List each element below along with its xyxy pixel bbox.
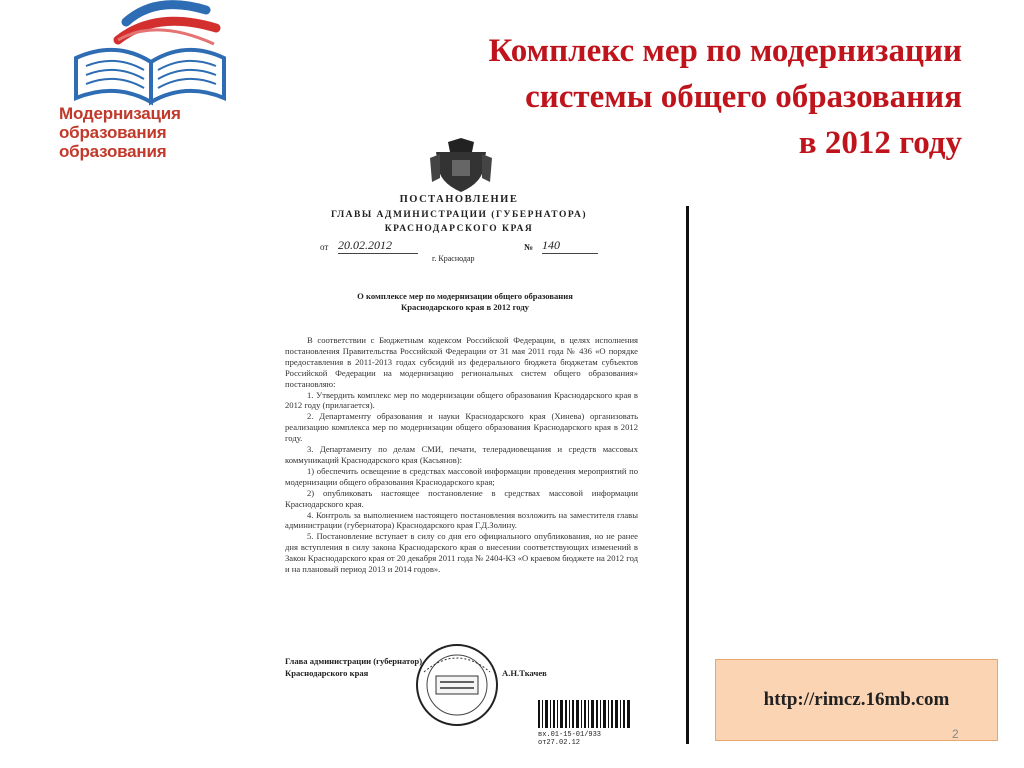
doc-paragraph: 2) опубликовать настоящее постановление в средствах массовой информации Краснодарского края. [285,487,638,509]
doc-heading-1: ПОСТАНОВЛЕНИЕ [399,194,519,205]
doc-subject-line-1: О комплексе мер по модернизации общего образования [357,291,573,301]
doc-number: 140 [542,238,598,254]
logo-line-3: образования [59,142,167,161]
barcode-text: вх.01-15-01/933 от27.02.12 [538,731,602,747]
page-number: 2 [952,727,959,741]
doc-paragraph: 2. Департаменту образования и науки Краснодарского края (Хинева) организовать реализацию комплекса мер по модернизации общего образования Краснодарского края в 2012 году. [285,411,638,444]
barcode-icon [538,700,634,728]
doc-date-prefix: от [320,242,329,252]
title-line-1: Комплекс мер по модернизации [488,33,962,69]
doc-heading-2: ГЛАВЫ АДМИНИСТРАЦИИ (ГУБЕРНАТОРА) [330,210,588,220]
doc-heading-3: КРАСНОДАРСКОГО КРАЯ [384,224,534,234]
doc-signature-line-1: Глава администрации (губернатор) [285,656,423,666]
logo-text [59,104,229,161]
url-link[interactable]: http://rimcz.16mb.com [763,689,950,710]
doc-paragraph: 3. Департаменту по делам СМИ, печати, телерадиовещания и средств массовых коммуникаций Краснодарского края (Касьянов): [285,444,638,465]
doc-number-prefix: № [524,242,534,252]
doc-paragraph: В соответствии с Бюджетным кодексом Российской Федерации, в целях исполнения постановления Правительства Российской Федерации от 31 мая 2011 года № 436 «О порядке предоставления в 2011-2013 годах субсидий из федерального бюджета бюджетам субъектов Российской Федерации на модернизацию региональных систем общего образования» постановляю: [285,335,638,389]
title-line-3: в 2012 году [798,125,962,161]
title-line-2: системы общего образования [525,79,962,115]
doc-city: г. Краснодар [432,254,475,263]
slide-title [322,28,962,166]
doc-paragraph: 4. Контроль за выполнением настоящего постановления возложить на заместителя главы администрации (губернатора) Краснодарского края Г.Д.Золину. [285,509,638,531]
logo-line-1: Модернизация [59,104,181,123]
logo-line-2: образования [59,123,167,142]
book-logo-icon [56,0,226,110]
doc-signature-name: А.Н.Ткачев [502,668,547,678]
doc-body [285,335,638,575]
page-edge-line [686,206,689,744]
doc-paragraph: 1. Утвердить комплекс мер по модернизации общего образования Краснодарского края в 2012 году (прилагается). [285,389,638,411]
doc-subject-line-2: Краснодарского края в 2012 году [401,302,529,312]
doc-paragraph: 5. Постановление вступает в силу со дня его официального опубликования, но не ранее дня вступления в силу закона Краснодарского края о внесении соответствующих изменений в Закон Краснодарского края от 20 декабря 2011 года № 2404-КЗ «О краевом бюджете на 2012 год и на плановый период 2013 и 2014 годов». [285,531,638,575]
doc-paragraph: 1) обеспечить освещение в средствах массовой информации проведения мероприятий по модернизации общего образования Краснодарского края; [285,465,638,487]
doc-date: 20.02.2012 [338,238,418,254]
official-seal-icon [414,642,500,728]
doc-signature-line-2: Краснодарского края [285,668,369,678]
coat-of-arms-icon [428,138,494,194]
